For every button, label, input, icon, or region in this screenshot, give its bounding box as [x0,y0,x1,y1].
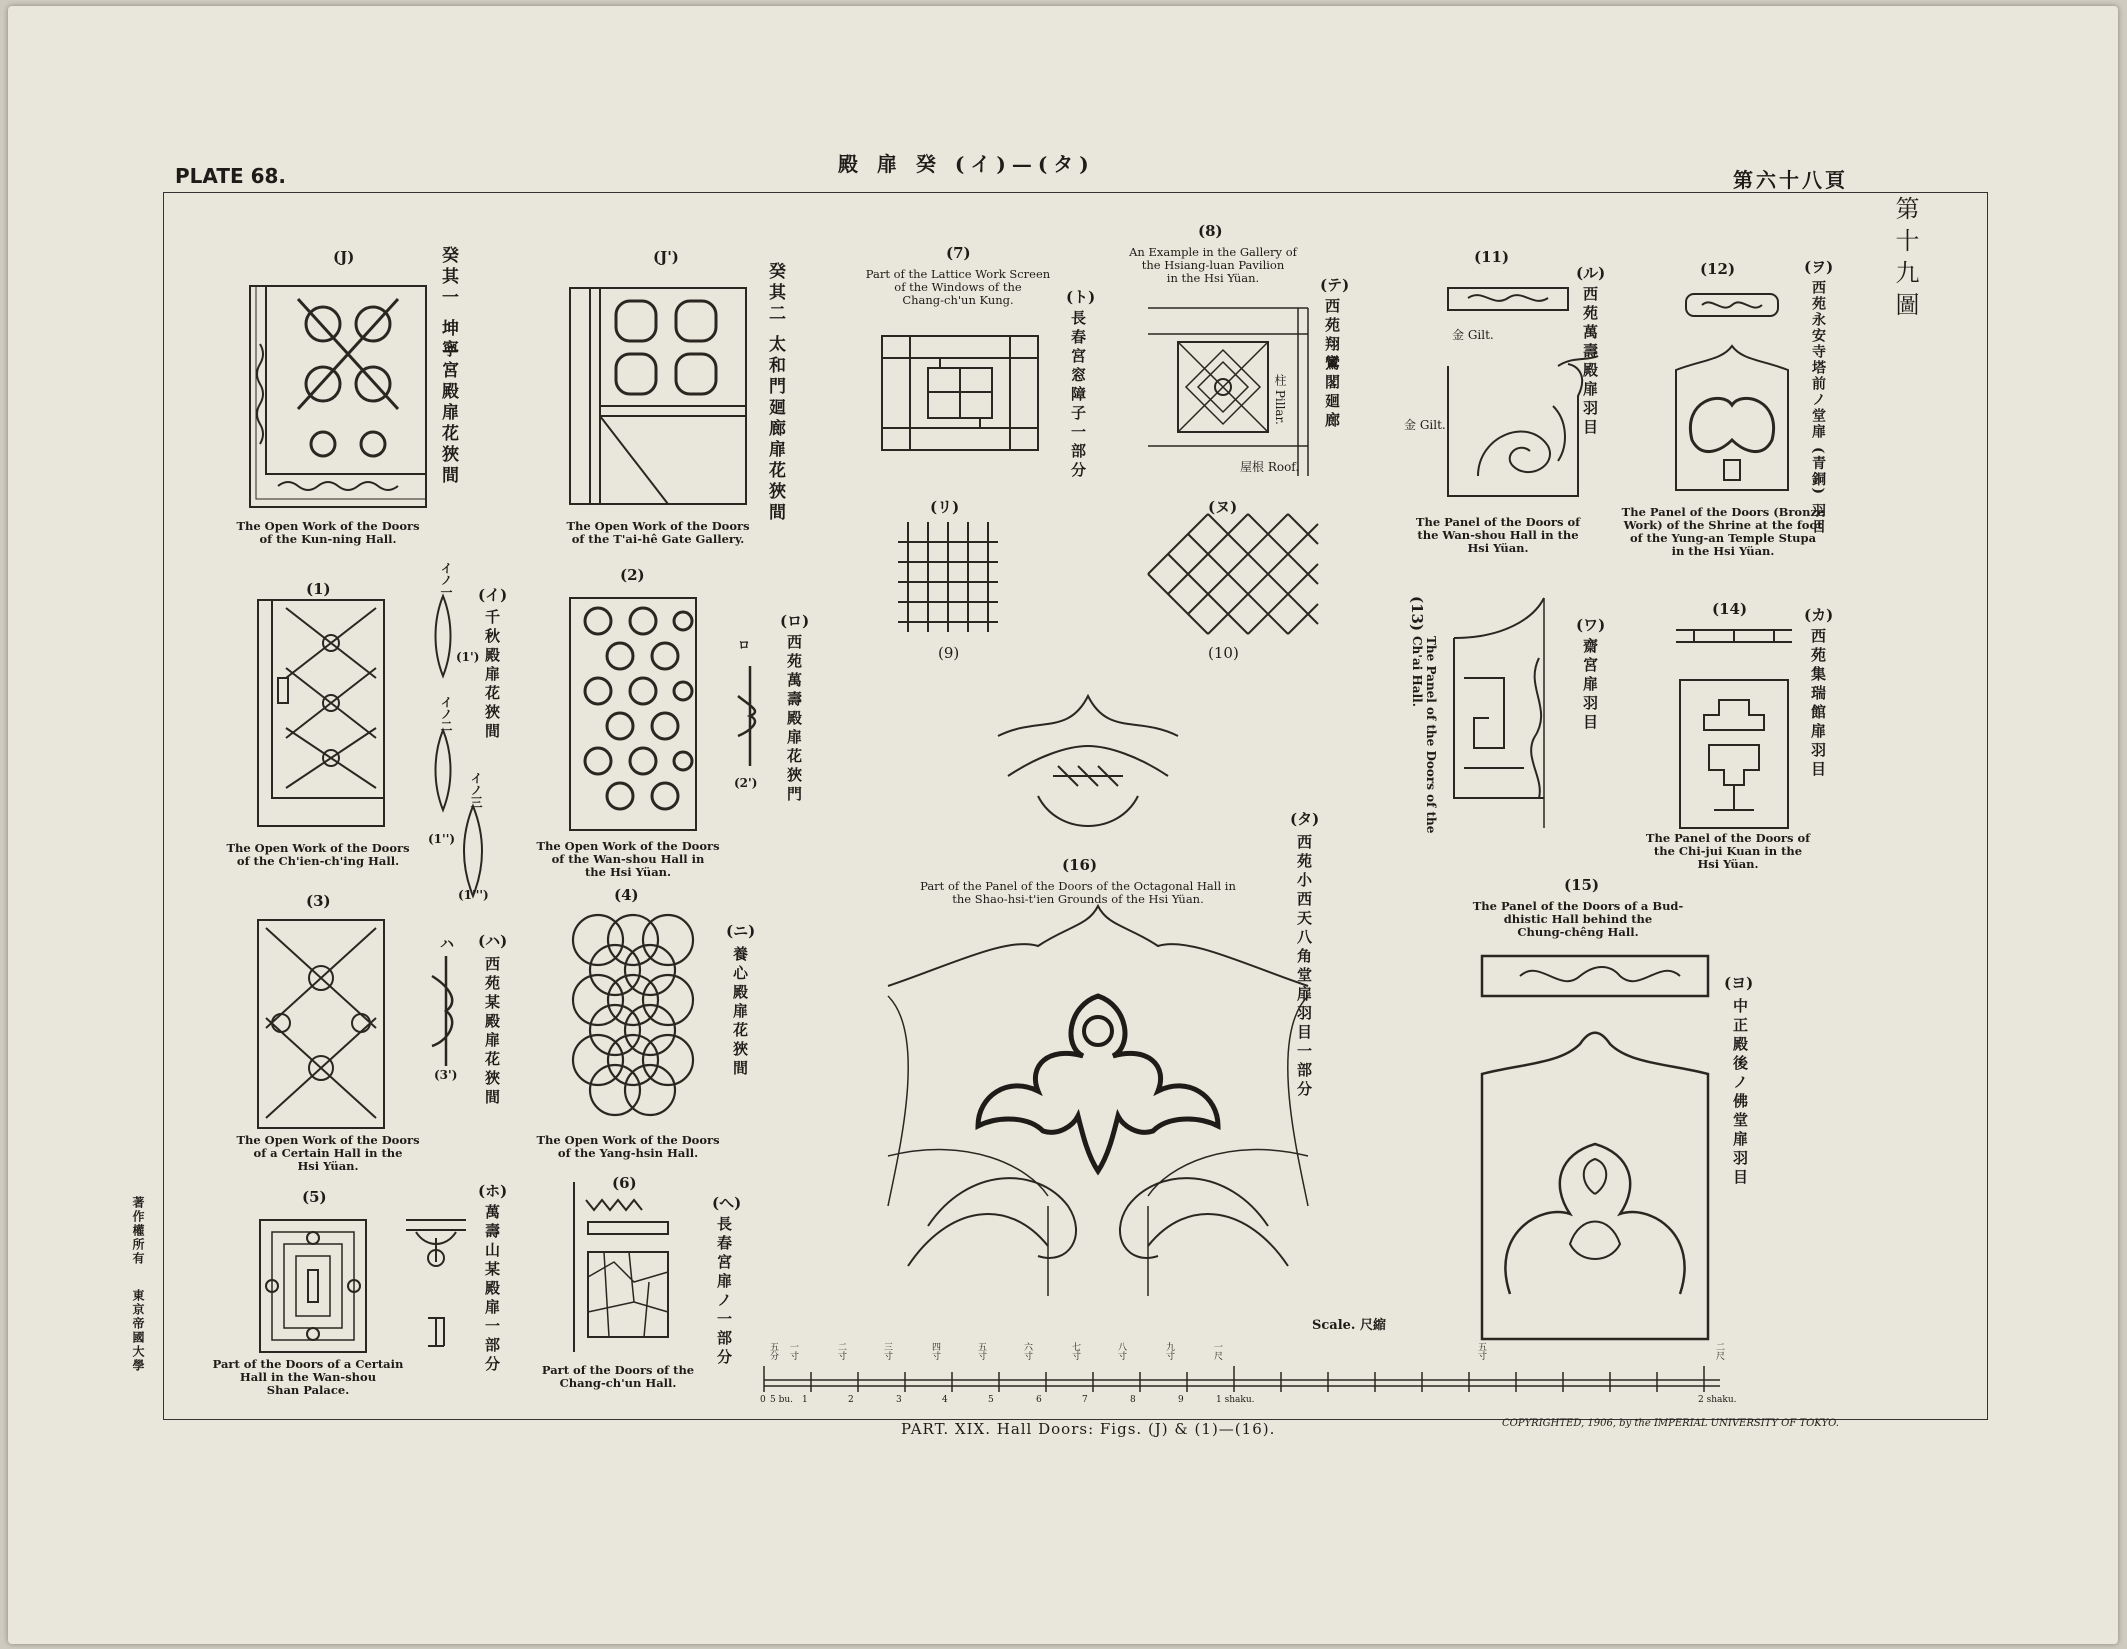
scale-top-label: 二尺 [1714,1342,1724,1360]
fig-1-sub1-drawing [433,596,453,676]
fig-ha-label: (ハ) [478,932,508,950]
fig-1-drawing [256,598,386,828]
fig-8-pillar: 柱 Pillar. [1273,374,1287,425]
fig-11-caption: The Panel of the Doors of the Wan-shou Hall in the Hsi Yüan. [1415,515,1581,555]
scale-bottom-label: 2 shaku. [1698,1395,1737,1405]
footer-part: PART. XIX. Hall Doors: Figs. (J) & (1)—(16). [901,1420,1276,1438]
scale-top-label: 五寸 [976,1342,986,1360]
scale-bottom-label: 5 [988,1395,994,1405]
fig-13-drawing [1444,598,1574,828]
fig-11-drawing [1438,286,1598,496]
scale-bottom-label: 9 [1178,1395,1184,1405]
fig-11-gilt2: 金 Gilt. [1404,418,1446,432]
fig-1-kana-1: イノ一 [439,562,453,598]
fig-1-sub2-drawing [433,730,453,810]
fig-te-label: (テ) [1320,276,1350,294]
fig-11-number: (11) [1474,248,1510,266]
fig-he-label: (へ) [712,1194,742,1212]
fig-J2-drawing [568,286,748,506]
fig-12-number: (12) [1700,260,1736,278]
figure-number: 第十九圖 [1891,196,1919,324]
fig-2-caption: The Open Work of the Doors of the Wan-shou Hall in the Hsi Yüan. [536,839,720,879]
fig-14-drawing [1674,620,1794,830]
fig-ha-jp: 西苑某殿扉花狹間 [483,956,501,1108]
fig-he-jp: 長春宮扉ノ一部分 [715,1216,733,1368]
scale-label: Scale. 尺縮 [1312,1318,1386,1333]
fig-16-number: (16) [1062,856,1098,874]
fig-wa-label: (ワ) [1576,616,1606,634]
scale-top-label: 一尺 [1212,1342,1222,1360]
fig-2-number: (2) [620,566,645,584]
fig-7-caption: Part of the Lattice Work Screen of the Windows of the Chang-ch'un Kung. [865,267,1051,307]
fig-16-top-detail [998,686,1178,836]
fig-13-number: (13) [1408,596,1426,632]
fig-ni-label: (ニ) [726,922,756,940]
fig-yo-label: (ヨ) [1724,974,1754,992]
fig-2-sub-label: (2') [734,776,758,790]
fig-ro-jp: 西苑萬壽殿扉花狹門 [785,634,803,805]
fig-1-sub2-label: (1'') [428,832,456,846]
scale-top-label: 一寸 [788,1342,798,1360]
fig-ho-drawing [406,1218,466,1348]
fig-1-sub1-label: (1') [456,650,480,664]
fig-15-caption: The Panel of the Doors of a Bud- dhistic Hall behind the Chung-chêng Hall. [1472,899,1684,939]
fig-1-number: (1) [306,580,331,598]
scale-bottom-label: 2 [848,1395,854,1405]
plate-sheet [8,6,2118,1644]
fig-ru-jp: 西苑萬壽殿扉羽目 [1581,286,1599,438]
scale-top-label: 二寸 [836,1342,846,1360]
scale-bottom-label: 5 bu. [770,1395,794,1405]
scale-top-label: 八寸 [1116,1342,1126,1360]
fig-4-caption: The Open Work of the Doors of the Yang-hsin Hall. [536,1133,720,1160]
scale-bottom-label: 1 [802,1395,808,1405]
plate-number: PLATE 68. [175,164,287,188]
fig-10-drawing [1148,514,1318,634]
fig-12-caption: The Panel of the Doors (Bronze Work) of the Shrine at the foot of the Yung-an Temple Stupa in the Hsi Yüan. [1621,505,1825,558]
fig-ni-jp: 養心殿扉花狹間 [731,946,749,1079]
fig-16-caption: Part of the Panel of the Doors of the Octagonal Hall in the Shao-hsi-t'ien Grounds of the Hsi Yüan. [920,879,1236,906]
fig-J2-caption: The Open Work of the Doors of the T'ai-hê Gate Gallery. [566,519,750,546]
fig-10-number: (10) [1208,644,1239,662]
fig-9-kana: (リ) [930,498,960,516]
fig-te-jp: 西苑翔鸞閣廻廊 [1323,298,1341,431]
fig-16-drawing [888,906,1308,1306]
fig-wo-label: (ヲ) [1804,258,1834,276]
fig-4-number: (4) [614,886,639,904]
fig-wa-jp: 齋宮扉羽目 [1581,638,1599,733]
fig-yo-jp: 中正殿後ノ佛堂扉羽目 [1731,998,1749,1188]
scale-bottom-label: 6 [1036,1395,1042,1405]
fig-5-number: (5) [302,1188,327,1206]
fig-9-number: (9) [938,644,960,662]
scale-top-label: 四寸 [930,1342,940,1360]
fig-ta-jp: 西苑小西天八角堂扉羽目一部分 [1295,834,1313,1100]
fig-J2-jp: 癸其二 太和門廻廊扉花狹間 [765,262,785,524]
fig-1-kana-2: イノ二 [439,696,453,732]
fig-2-kana: ロ [738,638,751,652]
fig-wo-jp: 西苑永安寺塔前ノ堂扉 (青銅) 羽目 [1810,280,1826,535]
center-title: 殿 扉 癸 (イ)—(タ) [838,152,1095,176]
fig-11-gilt1: 金 Gilt. [1452,328,1494,342]
fig-7-drawing [880,334,1040,452]
fig-3-drawing [256,918,386,1130]
university-jp: 東京帝國大學 [131,1289,145,1373]
fig-to-jp: 長春宮窓障子一部分 [1069,310,1087,481]
fig-5-drawing [258,1218,368,1354]
scale-top-label: 五寸 [1476,1342,1486,1360]
scale-top-label: 九寸 [1164,1342,1174,1360]
fig-J-jp: 癸其一 坤寧宮殿扉花狹間 [438,246,458,487]
fig-14-caption: The Panel of the Doors of the Chi-jui Kuan in the Hsi Yüan. [1645,831,1811,871]
fig-2-drawing [568,596,698,832]
copyright-holder-jp: 著作權所有 [131,1196,145,1266]
fig-J-caption: The Open Work of the Doors of the Kun-ning Hall. [236,519,420,546]
fig-1-sub3-label: (1''') [458,888,489,902]
fig-6-number: (6) [612,1174,637,1192]
fig-3-number: (3) [306,892,331,910]
fig-3-sub-drawing [428,956,464,1066]
fig-6-caption: Part of the Doors of the Chang-ch'un Hall. [541,1363,695,1390]
fig-15-drawing [1480,954,1710,1344]
fig-6-drawing [574,1182,684,1352]
fig-i-jp: 千秋殿扉花狹間 [483,609,501,742]
scale-bottom-label: 3 [896,1395,902,1405]
fig-7-number: (7) [946,244,971,262]
fig-i-label: (イ) [478,586,508,604]
scale-top-label: 七寸 [1070,1342,1080,1360]
page-number: 第六十八頁 [1733,168,1848,192]
fig-J2-number: (J') [653,248,679,266]
fig-1-caption: The Open Work of the Doors of the Ch'ien-ch'ing Hall. [226,841,410,868]
fig-ho-label: (ホ) [478,1182,508,1200]
fig-14-number: (14) [1712,600,1748,618]
scale-top-label: 六寸 [1022,1342,1032,1360]
fig-10-kana: (ヌ) [1208,498,1238,516]
fig-ka-jp: 西苑集瑞館扉羽目 [1809,628,1827,780]
fig-8-number: (8) [1198,222,1223,240]
scale-bottom-label: 0 [760,1395,766,1405]
fig-3-kana: ハ [440,937,454,953]
fig-1-sub3-drawing [463,806,483,896]
fig-13-caption: The Panel of the Doors of the Ch'ai Hall. [1410,636,1438,834]
scale-bottom-label: 1 shaku. [1216,1395,1255,1405]
fig-2-sub-drawing [736,666,764,766]
scale-bottom-label: 8 [1130,1395,1136,1405]
fig-ru-label: (ル) [1576,264,1606,282]
fig-8-roof: 屋根 Roof. [1240,460,1300,474]
fig-to-label: (ト) [1066,288,1096,306]
fig-1-kana-3: イノ三 [469,772,483,808]
fig-ka-label: (カ) [1804,606,1834,624]
scale-top-label: 三寸 [882,1342,892,1360]
scale-top-label: 五分 [768,1342,778,1360]
fig-5-caption: Part of the Doors of a Certain Hall in the Wan-shou Shan Palace. [212,1357,404,1397]
fig-12-drawing [1672,290,1792,490]
scale-bottom-label: 7 [1082,1395,1088,1405]
fig-3-sub-label: (3') [434,1068,458,1082]
footer-copyright: COPYRIGHTED, 1906, by the IMPERIAL UNIVERSITY OF TOKYO. [1502,1418,1839,1429]
fig-9-drawing [898,522,998,632]
fig-ho-jp: 萬壽山某殿扉一部分 [483,1204,501,1375]
fig-J-number: (J) [333,248,355,266]
fig-ta-label: (タ) [1290,810,1320,828]
fig-4-drawing [568,910,698,1130]
scale-bottom-label: 4 [942,1395,948,1405]
fig-8-drawing [1148,306,1328,478]
fig-8-caption: An Example in the Gallery of the Hsiang-luan Pavilion in the Hsi Yüan. [1129,245,1297,285]
fig-3-caption: The Open Work of the Doors of a Certain Hall in the Hsi Yüan. [236,1133,420,1173]
fig-J-drawing [248,284,428,509]
fig-15-number: (15) [1564,876,1600,894]
fig-ro-label: (ロ) [780,612,810,630]
